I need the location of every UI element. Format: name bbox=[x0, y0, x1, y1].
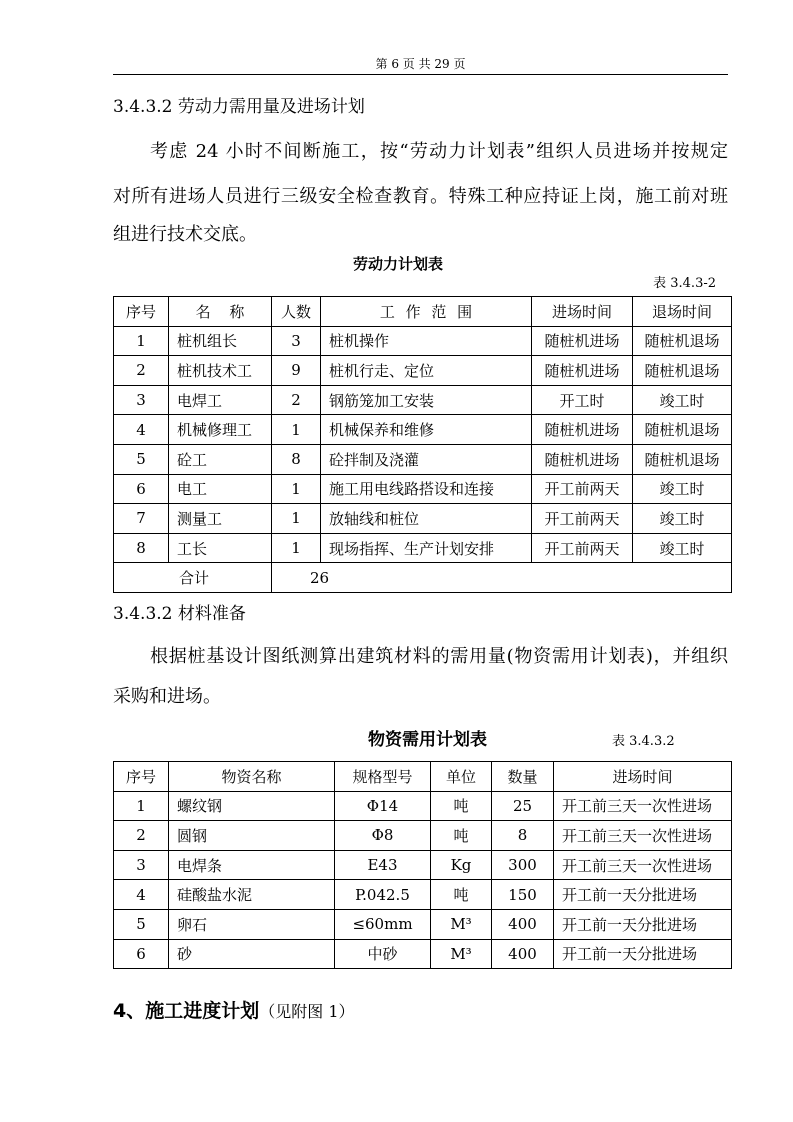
table-cell: 3 bbox=[114, 385, 169, 415]
page-number-label: 第 6 页 共 29 页 bbox=[375, 57, 466, 71]
table-cell: Kg bbox=[431, 850, 492, 880]
table-header-row bbox=[114, 762, 732, 792]
column-header: 数量 bbox=[492, 762, 554, 792]
schedule-heading-text: 4、施工进度计划 bbox=[113, 1000, 260, 1022]
table-cell: 1 bbox=[114, 791, 169, 821]
table-cell: 吨 bbox=[431, 880, 492, 910]
table-cell: 随桩机退场 bbox=[633, 415, 732, 445]
material-section-heading: 3.4.3.2 材料准备 bbox=[113, 604, 246, 624]
schedule-section-heading bbox=[113, 998, 355, 1025]
labor-table-ref: 表 3.4.3-2 bbox=[653, 276, 716, 291]
schedule-heading-note: （见附图 1） bbox=[259, 1002, 355, 1021]
table-cell: 随桩机退场 bbox=[633, 326, 732, 356]
column-header: 工 作 范 围 bbox=[321, 297, 532, 327]
table-cell: 砼工 bbox=[169, 444, 272, 474]
table-cell: 电焊工 bbox=[169, 385, 272, 415]
material-table bbox=[113, 761, 732, 969]
table-cell: 25 bbox=[492, 791, 554, 821]
table-row bbox=[114, 326, 732, 356]
table-cell: 开工时 bbox=[532, 385, 633, 415]
table-cell: 电焊条 bbox=[169, 850, 335, 880]
table-cell: 开工前一天分批进场 bbox=[554, 939, 732, 969]
table-cell: 竣工时 bbox=[633, 385, 732, 415]
table-cell: 圆钢 bbox=[169, 821, 335, 851]
table-cell: 400 bbox=[492, 909, 554, 939]
table-cell: 中砂 bbox=[335, 939, 431, 969]
table-cell: 3 bbox=[272, 326, 321, 356]
table-cell: 桩机技术工 bbox=[169, 356, 272, 386]
paragraph-line: 考虑 24 小时不间断施工，按“劳动力计划表”组织人员进场并按规定 bbox=[150, 141, 728, 162]
table-cell: 机械保养和维修 bbox=[321, 415, 532, 445]
paragraph-line: 组进行技术交底。 bbox=[113, 224, 257, 245]
table-row bbox=[114, 880, 732, 910]
table-row bbox=[114, 504, 732, 534]
table-cell: Φ14 bbox=[335, 791, 431, 821]
table-cell: 开工前三天一次性进场 bbox=[554, 791, 732, 821]
table-cell: 竣工时 bbox=[633, 533, 732, 563]
header-divider bbox=[113, 74, 728, 75]
table-cell: 1 bbox=[272, 415, 321, 445]
table-cell: 机械修理工 bbox=[169, 415, 272, 445]
table-row bbox=[114, 474, 732, 504]
table-cell: 8 bbox=[114, 533, 169, 563]
table-cell: 竣工时 bbox=[633, 504, 732, 534]
table-cell: 桩机操作 bbox=[321, 326, 532, 356]
table-cell: 开工前两天 bbox=[532, 504, 633, 534]
column-header: 序号 bbox=[114, 762, 169, 792]
paragraph-line: 对所有进场人员进行三级安全检查教育。特殊工种应持证上岗，施工前对班 bbox=[113, 186, 728, 207]
table-cell: 开工前三天一次性进场 bbox=[554, 850, 732, 880]
table-cell: 施工用电线路搭设和连接 bbox=[321, 474, 532, 504]
table-cell: 随桩机退场 bbox=[633, 444, 732, 474]
material-table-ref: 表 3.4.3.2 bbox=[612, 734, 675, 749]
table-cell: 1 bbox=[272, 533, 321, 563]
table-cell: 测量工 bbox=[169, 504, 272, 534]
table-cell: 螺纹钢 bbox=[169, 791, 335, 821]
table-cell: 1 bbox=[272, 504, 321, 534]
table-header-row bbox=[114, 297, 732, 327]
table-cell: 硅酸盐水泥 bbox=[169, 880, 335, 910]
column-header: 规格型号 bbox=[335, 762, 431, 792]
table-cell: 2 bbox=[114, 356, 169, 386]
table-cell: 随桩机进场 bbox=[532, 326, 633, 356]
table-cell: 8 bbox=[492, 821, 554, 851]
labor-section-heading: 3.4.3.2 劳动力需用量及进场计划 bbox=[113, 97, 365, 117]
labor-table bbox=[113, 296, 732, 593]
column-header: 人数 bbox=[272, 297, 321, 327]
column-header: 序号 bbox=[114, 297, 169, 327]
table-total-row bbox=[114, 563, 732, 593]
table-cell: 开工前一天分批进场 bbox=[554, 909, 732, 939]
table-row bbox=[114, 356, 732, 386]
table-cell: 现场指挥、生产计划安排 bbox=[321, 533, 532, 563]
column-header: 名 称 bbox=[169, 297, 272, 327]
table-cell: 2 bbox=[272, 385, 321, 415]
table-cell: 吨 bbox=[431, 821, 492, 851]
table-cell: 400 bbox=[492, 939, 554, 969]
table-cell: 开工前两天 bbox=[532, 474, 633, 504]
table-row bbox=[114, 791, 732, 821]
table-row bbox=[114, 444, 732, 474]
table-cell: 砼拌制及浇灌 bbox=[321, 444, 532, 474]
paragraph-line: 采购和进场。 bbox=[113, 686, 221, 707]
column-header: 退场时间 bbox=[633, 297, 732, 327]
table-cell: P.042.5 bbox=[335, 880, 431, 910]
table-cell: 竣工时 bbox=[633, 474, 732, 504]
table-cell: 9 bbox=[272, 356, 321, 386]
table-row bbox=[114, 533, 732, 563]
table-cell: 开工前三天一次性进场 bbox=[554, 821, 732, 851]
table-cell: 桩机组长 bbox=[169, 326, 272, 356]
table-cell: 5 bbox=[114, 909, 169, 939]
table-cell: 2 bbox=[114, 821, 169, 851]
table-row bbox=[114, 821, 732, 851]
table-cell: 300 bbox=[492, 850, 554, 880]
table-cell: M³ bbox=[431, 909, 492, 939]
table-cell: Φ8 bbox=[335, 821, 431, 851]
table-cell: 1 bbox=[272, 474, 321, 504]
table-cell: 放轴线和桩位 bbox=[321, 504, 532, 534]
table-cell: 砂 bbox=[169, 939, 335, 969]
table-cell: 4 bbox=[114, 880, 169, 910]
column-header: 物资名称 bbox=[169, 762, 335, 792]
table-cell: 5 bbox=[114, 444, 169, 474]
table-row bbox=[114, 850, 732, 880]
table-cell: 钢筋笼加工安装 bbox=[321, 385, 532, 415]
table-row bbox=[114, 909, 732, 939]
table-cell: 吨 bbox=[431, 791, 492, 821]
table-cell: 7 bbox=[114, 504, 169, 534]
table-cell: 3 bbox=[114, 850, 169, 880]
total-value: 26 bbox=[272, 563, 732, 593]
table-row bbox=[114, 939, 732, 969]
column-header: 进场时间 bbox=[554, 762, 732, 792]
table-cell: 1 bbox=[114, 326, 169, 356]
table-cell: 卵石 bbox=[169, 909, 335, 939]
paragraph-line: 根据桩基设计图纸测算出建筑材料的需用量(物资需用计划表)，并组织 bbox=[150, 646, 728, 667]
total-label: 合计 bbox=[114, 563, 272, 593]
table-cell: 6 bbox=[114, 474, 169, 504]
table-cell: 工长 bbox=[169, 533, 272, 563]
table-cell: 随桩机进场 bbox=[532, 444, 633, 474]
table-cell: ≤60mm bbox=[335, 909, 431, 939]
table-cell: 开工前一天分批进场 bbox=[554, 880, 732, 910]
table-cell: 随桩机退场 bbox=[633, 356, 732, 386]
table-cell: 桩机行走、定位 bbox=[321, 356, 532, 386]
column-header: 进场时间 bbox=[532, 297, 633, 327]
column-header: 单位 bbox=[431, 762, 492, 792]
table-cell: 150 bbox=[492, 880, 554, 910]
table-cell: M³ bbox=[431, 939, 492, 969]
table-cell: 6 bbox=[114, 939, 169, 969]
table-cell: 随桩机进场 bbox=[532, 415, 633, 445]
table-cell: E43 bbox=[335, 850, 431, 880]
table-cell: 电工 bbox=[169, 474, 272, 504]
table-cell: 随桩机进场 bbox=[532, 356, 633, 386]
material-table-title: 物资需用计划表 bbox=[368, 730, 487, 750]
table-cell: 4 bbox=[114, 415, 169, 445]
table-cell: 开工前两天 bbox=[532, 533, 633, 563]
table-row bbox=[114, 385, 732, 415]
table-cell: 8 bbox=[272, 444, 321, 474]
labor-table-title: 劳动力计划表 bbox=[353, 255, 444, 273]
table-row bbox=[114, 415, 732, 445]
